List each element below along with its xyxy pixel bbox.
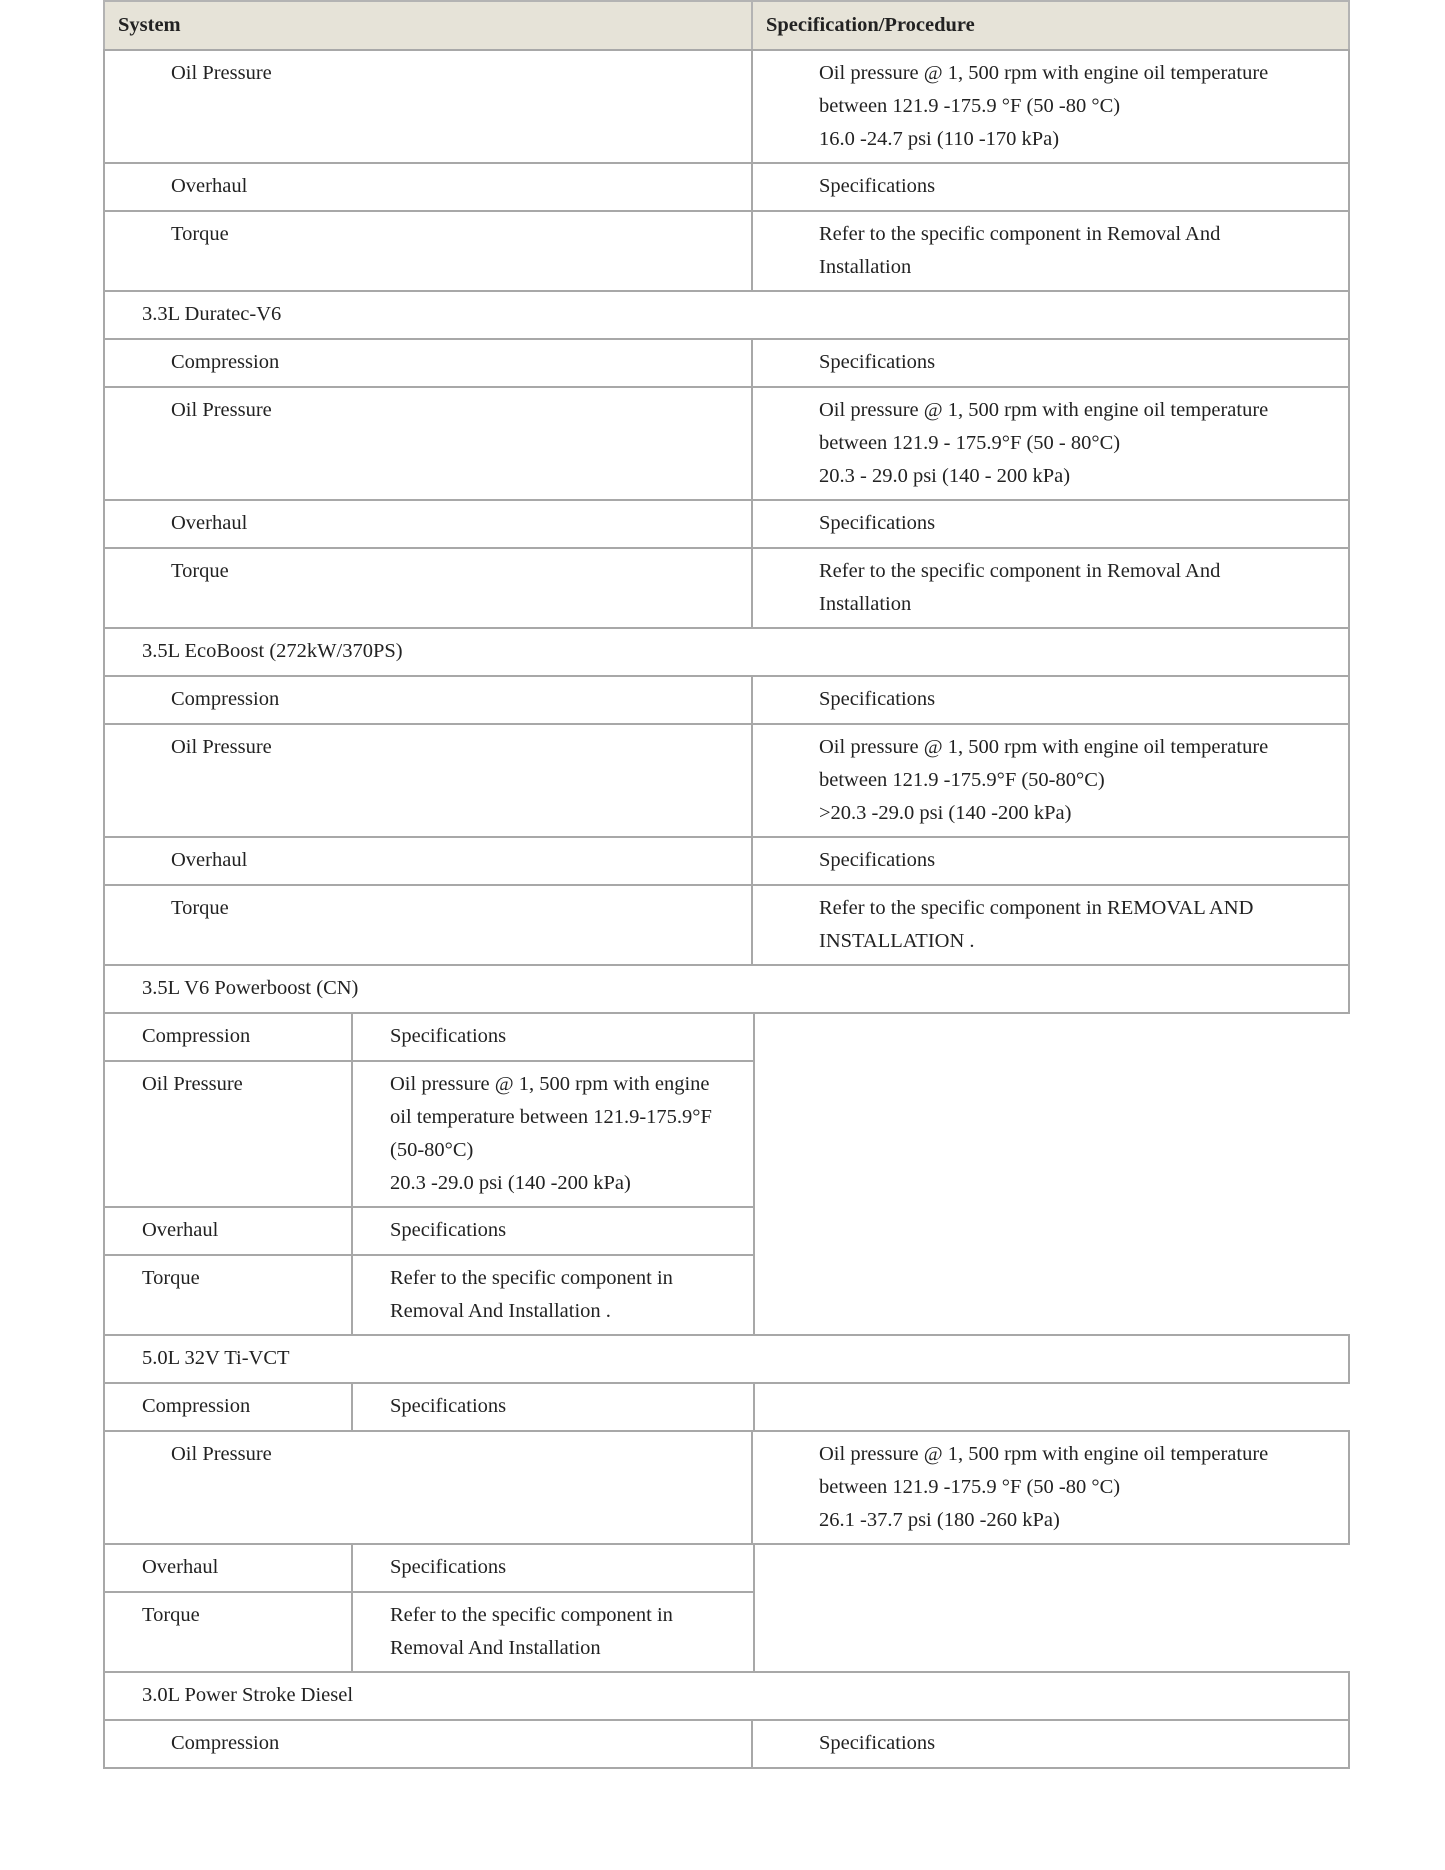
system-label: Oil Pressure [171, 1443, 272, 1465]
system-label: Overhaul [142, 1556, 219, 1578]
procedure-value: Specifications [819, 351, 936, 373]
section-title: 3.0L Power Stroke Diesel [142, 1684, 354, 1706]
system-label: Torque [142, 1267, 200, 1289]
system-label: Torque [171, 223, 229, 245]
system-cell [103, 1543, 353, 1593]
system-label: Oil Pressure [171, 736, 272, 758]
header-procedure-label: Specification/Procedure [766, 14, 975, 36]
system-cell [103, 162, 753, 212]
procedure-cell [751, 1430, 1350, 1545]
section-row [103, 1334, 1350, 1384]
table-row [103, 386, 1350, 501]
system-cell [103, 49, 753, 164]
procedure-value: Specifications [390, 1556, 507, 1578]
system-label: Overhaul [171, 849, 248, 871]
table-row [103, 1430, 1350, 1545]
system-cell [103, 499, 753, 549]
system-cell [103, 675, 753, 725]
table-row [103, 1591, 1350, 1673]
table-row [103, 210, 1350, 292]
table-row [103, 1382, 1350, 1432]
system-label: Compression [171, 1732, 280, 1754]
table-row [103, 723, 1350, 838]
table-row [103, 1719, 1350, 1769]
section-cell [103, 627, 1350, 677]
system-cell [103, 1206, 353, 1256]
procedure-cell [751, 675, 1350, 725]
system-label: Torque [142, 1604, 200, 1626]
procedure-cell [351, 1254, 755, 1336]
procedure-cell [751, 884, 1350, 966]
system-label: Overhaul [171, 512, 248, 534]
header-system-label: System [118, 14, 181, 36]
procedure-cell [351, 1012, 755, 1062]
section-title: 3.5L V6 Powerboost (CN) [142, 977, 359, 999]
procedure-value: Specifications [819, 175, 936, 197]
procedure-value: Refer to the specific component in Removal And Installation [819, 223, 1221, 278]
system-cell [103, 836, 753, 886]
section-row [103, 290, 1350, 340]
system-label: Torque [171, 897, 229, 919]
procedure-value: Oil pressure @ 1, 500 rpm with engine oil temperature between 121.9 -175.9 °F (50 -80 °C) 16.0 -24.7 psi (110 -170 kPa) [819, 62, 1269, 150]
procedure-value: Specifications [819, 1732, 936, 1754]
procedure-value: Refer to the specific component in Removal And Installation [390, 1604, 673, 1659]
procedure-value: Specifications [390, 1395, 507, 1417]
procedure-cell [751, 162, 1350, 212]
procedure-cell [351, 1206, 755, 1256]
system-label: Torque [171, 560, 229, 582]
procedure-cell [751, 386, 1350, 501]
system-label: Oil Pressure [171, 62, 272, 84]
header-cell-system [103, 0, 753, 51]
section-cell [103, 964, 1350, 1014]
specification-table [103, 0, 1350, 1802]
section-row [103, 1671, 1350, 1721]
system-cell [103, 1719, 753, 1769]
procedure-cell [751, 49, 1350, 164]
system-cell [103, 386, 753, 501]
system-cell [103, 1382, 353, 1432]
procedure-cell [351, 1060, 755, 1208]
procedure-value: Refer to the specific component in REMOVAL AND INSTALLATION . [819, 897, 1254, 952]
procedure-cell [751, 836, 1350, 886]
procedure-cell [751, 723, 1350, 838]
procedure-cell [751, 338, 1350, 388]
section-cell [103, 290, 1350, 340]
system-cell [103, 1254, 353, 1336]
system-cell [103, 210, 753, 292]
table-row [103, 1012, 1350, 1062]
procedure-cell [751, 499, 1350, 549]
system-label: Compression [171, 688, 280, 710]
procedure-value: Refer to the specific component in Removal And Installation [819, 560, 1221, 615]
table-row [103, 162, 1350, 212]
header-cell-procedure [751, 0, 1350, 51]
procedure-cell [351, 1382, 755, 1432]
system-label: Overhaul [171, 175, 248, 197]
system-label: Oil Pressure [142, 1073, 243, 1095]
procedure-value: Specifications [390, 1219, 507, 1241]
table-row [103, 1543, 1350, 1593]
procedure-cell [351, 1591, 755, 1673]
procedure-value: Specifications [819, 512, 936, 534]
table-row [103, 499, 1350, 549]
table-row [103, 1060, 1350, 1208]
system-cell [103, 884, 753, 966]
system-cell [103, 338, 753, 388]
table-row [103, 675, 1350, 725]
system-cell [103, 1060, 353, 1208]
section-title: 3.5L EcoBoost (272kW/370PS) [142, 640, 403, 662]
system-label: Compression [171, 351, 280, 373]
system-label: Compression [142, 1395, 251, 1417]
section-title: 3.3L Duratec-V6 [142, 303, 282, 325]
table-header-row [103, 0, 1350, 51]
section-row [103, 627, 1350, 677]
section-cell [103, 1671, 1350, 1721]
table-row [103, 1254, 1350, 1336]
procedure-value: Specifications [819, 688, 936, 710]
system-cell [103, 1591, 353, 1673]
procedure-value: Specifications [819, 849, 936, 871]
procedure-value: Oil pressure @ 1, 500 rpm with engine oil temperature between 121.9 -175.9°F (50-80°C) >20.3 -29.0 psi (140 -200 kPa) [819, 736, 1269, 824]
system-label: Overhaul [142, 1219, 219, 1241]
section-cell [103, 1334, 1350, 1384]
procedure-value: Refer to the specific component in Removal And Installation . [390, 1267, 673, 1322]
table-row [103, 49, 1350, 164]
system-cell [103, 723, 753, 838]
section-title: 5.0L 32V Ti-VCT [142, 1347, 290, 1369]
system-cell [103, 1012, 353, 1062]
table-row [103, 884, 1350, 966]
system-cell [103, 1430, 753, 1545]
procedure-cell [751, 547, 1350, 629]
procedure-cell [351, 1543, 755, 1593]
table-row [103, 547, 1350, 629]
procedure-cell [751, 1719, 1350, 1769]
procedure-value: Specifications [390, 1025, 507, 1047]
system-label: Oil Pressure [171, 399, 272, 421]
table-row [103, 836, 1350, 886]
procedure-cell [751, 210, 1350, 292]
system-cell [103, 547, 753, 629]
procedure-value: Oil pressure @ 1, 500 rpm with engine oil temperature between 121.9 -175.9 °F (50 -80 °C) 26.1 -37.7 psi (180 -260 kPa) [819, 1443, 1269, 1531]
procedure-value: Oil pressure @ 1, 500 rpm with engine oil temperature between 121.9 - 175.9°F (50 - 80°C) 20.3 - 29.0 psi (140 - 200 kPa) [819, 399, 1269, 487]
table-row [103, 338, 1350, 388]
table-row [103, 1206, 1350, 1256]
procedure-value: Oil pressure @ 1, 500 rpm with engine oil temperature between 121.9-175.9°F (50-80°C) 20.3 -29.0 psi (140 -200 kPa) [390, 1073, 712, 1194]
system-label: Compression [142, 1025, 251, 1047]
section-row [103, 964, 1350, 1014]
